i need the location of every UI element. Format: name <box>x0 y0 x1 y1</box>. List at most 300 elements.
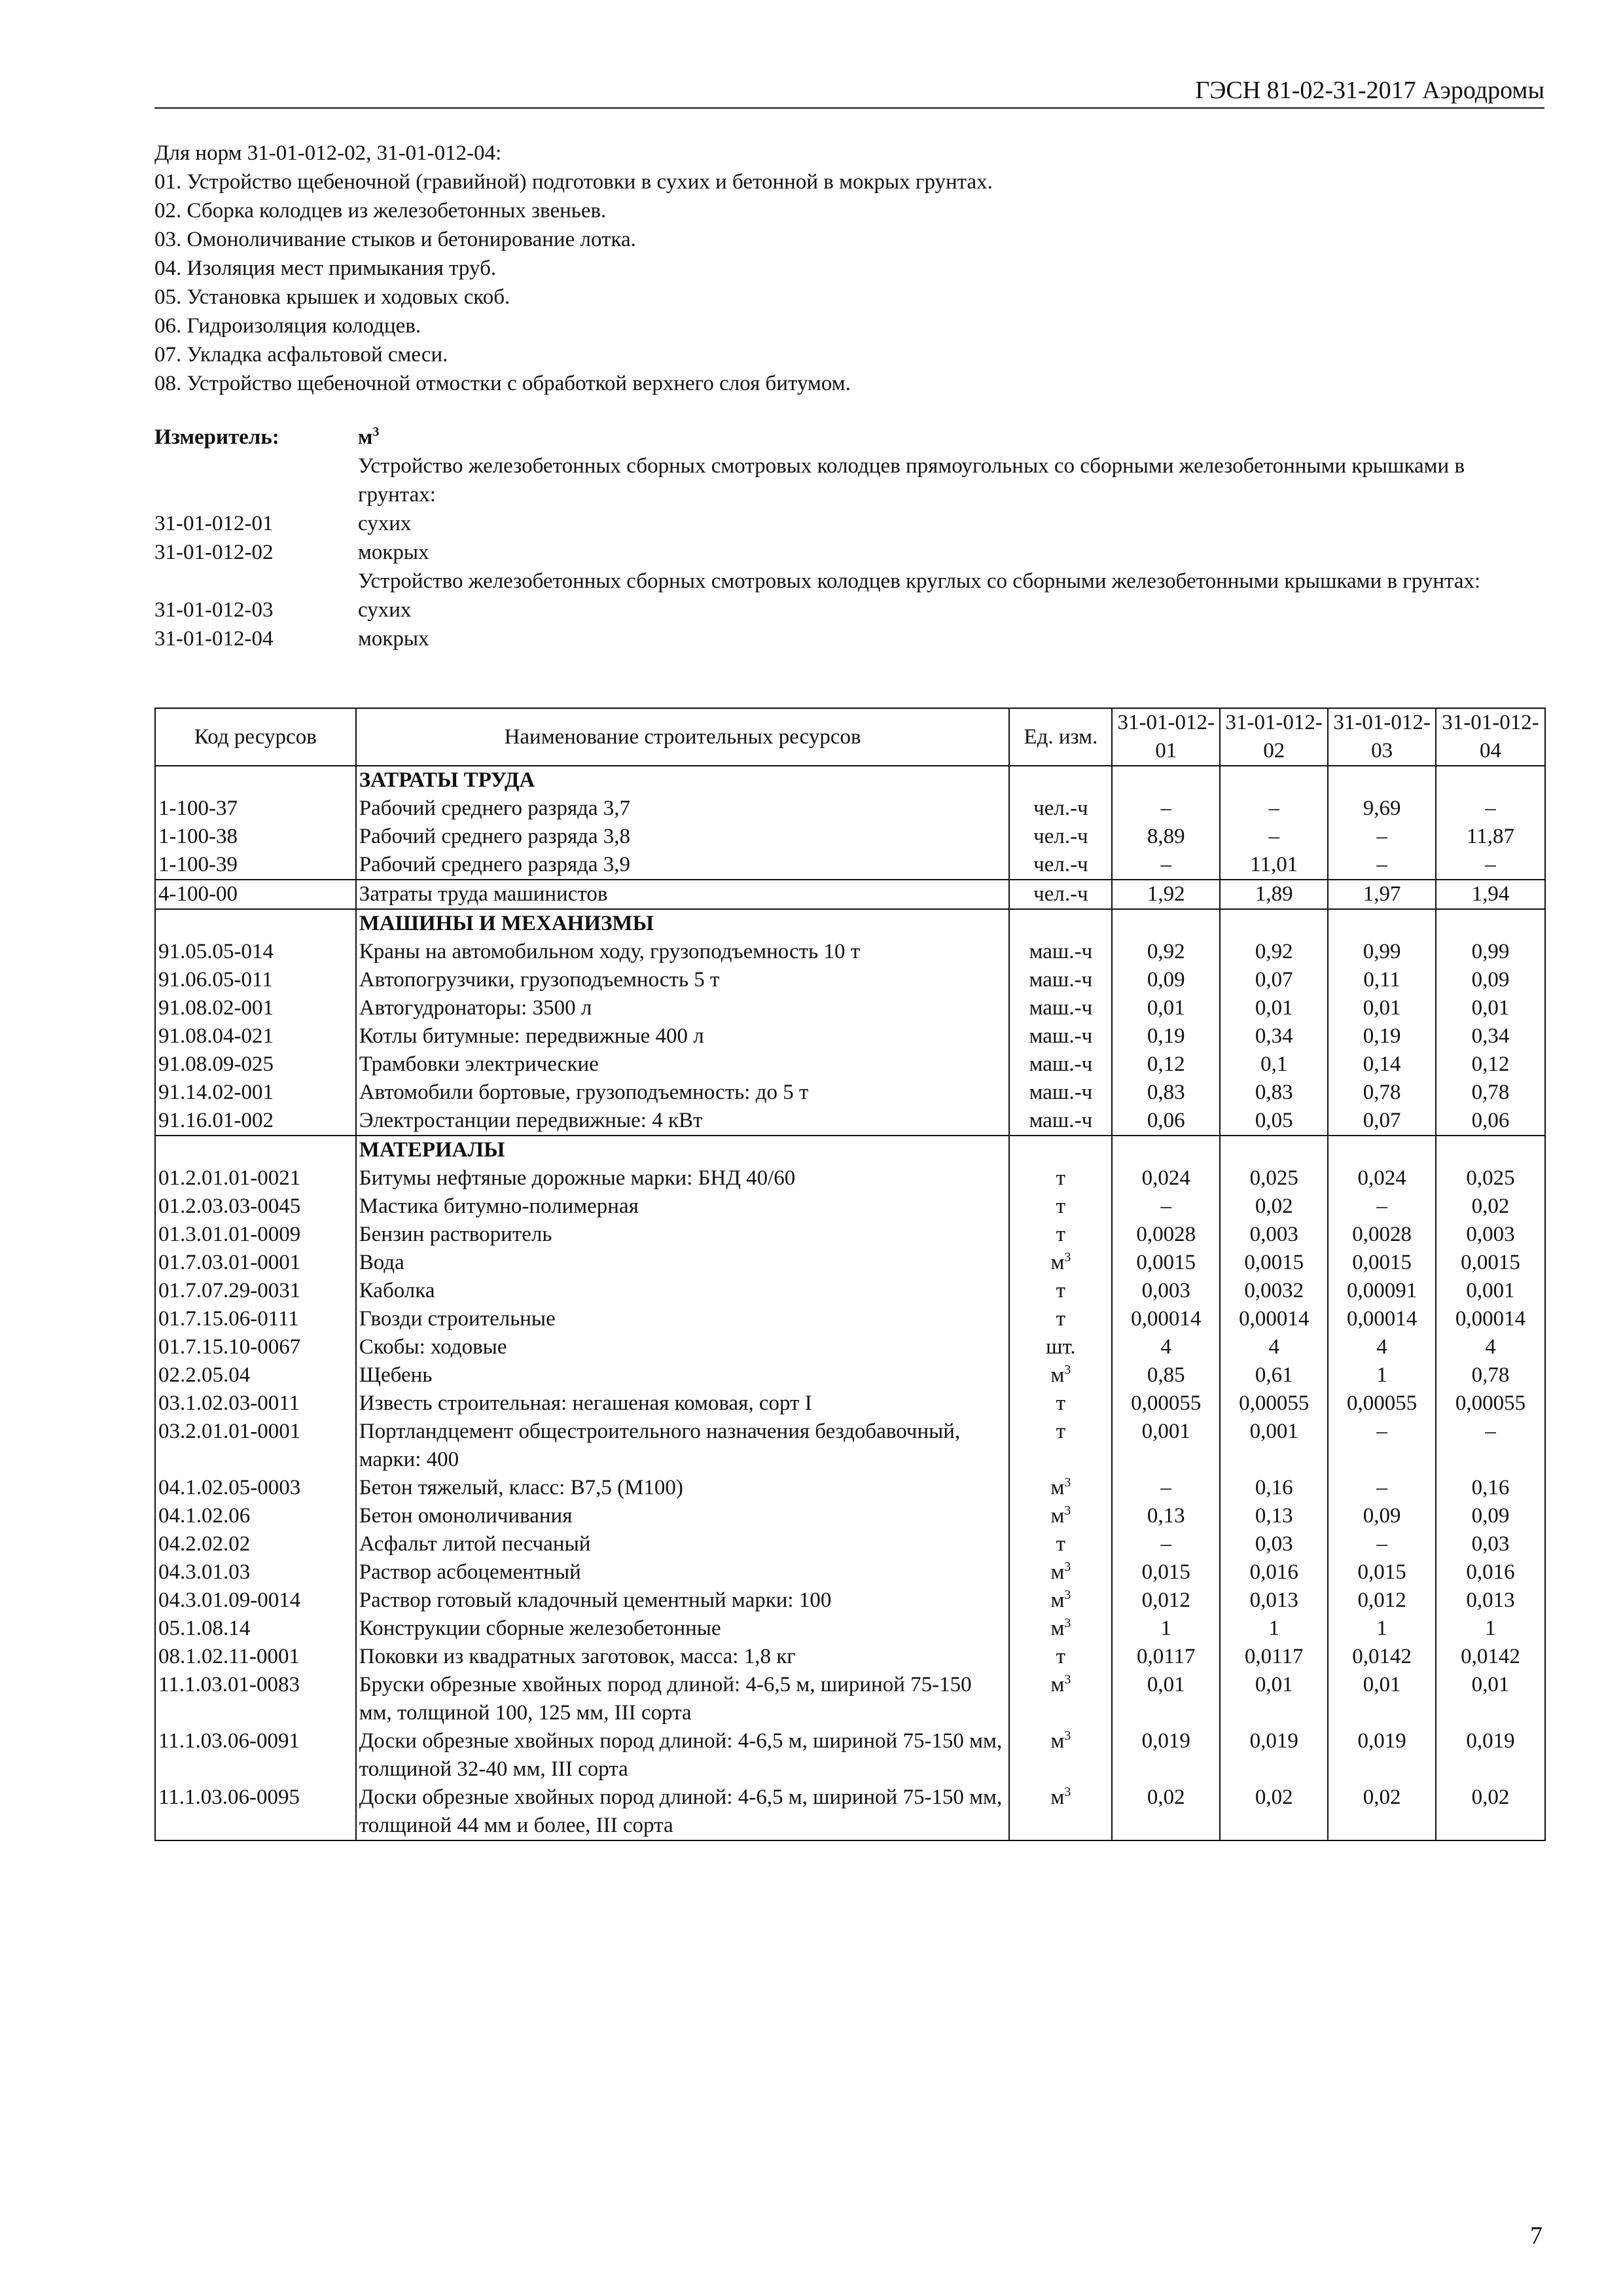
resource-code: 1-100-37 <box>155 795 356 823</box>
resource-unit <box>1009 1022 1112 1050</box>
norm-value: 0,001 <box>1112 1418 1220 1474</box>
norm-value: – <box>1328 1418 1436 1474</box>
work-item: 06. Гидроизоляция колодцев. <box>154 314 421 338</box>
norm-value: 0,99 <box>1328 938 1436 966</box>
norm-value: 0,11 <box>1328 966 1436 994</box>
norm-value: 0,02 <box>1220 1784 1328 1840</box>
norm-condition: мокрых <box>358 627 429 651</box>
resource-unit <box>1009 1079 1112 1107</box>
unit-text: маш.-ч <box>1029 1024 1093 1048</box>
norm-value: 0,83 <box>1112 1079 1220 1107</box>
norm-value: 0,00055 <box>1328 1390 1436 1418</box>
unit-exponent: 3 <box>1064 1616 1071 1630</box>
table-row <box>155 994 1545 1022</box>
resource-name: Поковки из квадратных заготовок, масса: 1,8 кг <box>356 1643 1010 1671</box>
norm-value: 0,78 <box>1436 1361 1545 1390</box>
norm-value: 0,02 <box>1112 1784 1220 1840</box>
norm-value: 0,06 <box>1112 1107 1220 1136</box>
table-row <box>155 1333 1545 1361</box>
resource-name: Рабочий среднего разряда 3,8 <box>356 823 1010 851</box>
norm-value: 0,019 <box>1436 1727 1545 1784</box>
norm-value: 0,0028 <box>1328 1221 1436 1249</box>
unit-text: м <box>1050 1476 1065 1499</box>
norm-value: 0,013 <box>1220 1587 1328 1615</box>
norm-value: 0,01 <box>1328 994 1436 1022</box>
work-item: 04. Изоляция мест примыкания труб. <box>154 257 497 280</box>
resource-code: 05.1.08.14 <box>155 1615 356 1643</box>
norm-value: 0,0117 <box>1112 1643 1220 1671</box>
norm-value: 0,00014 <box>1328 1305 1436 1333</box>
resource-code <box>155 766 356 795</box>
norm-value: 0,02 <box>1220 1193 1328 1221</box>
norm-value: 0,001 <box>1220 1418 1328 1474</box>
table-row <box>155 1418 1545 1474</box>
unit-text: чел.-ч <box>1033 797 1088 820</box>
unit-text: м <box>1050 1673 1065 1696</box>
work-item: 08. Устройство щебеночной отмостки с обработкой верхнего слоя битумом. <box>154 372 851 395</box>
norm-value: 0,025 <box>1220 1164 1328 1193</box>
norm-value: 0,06 <box>1436 1107 1545 1136</box>
resource-code: 01.7.15.10-0067 <box>155 1333 356 1361</box>
header-norm-col: 31-01-012-03 <box>1328 708 1436 766</box>
norm-value: 1 <box>1220 1615 1328 1643</box>
unit-text: т <box>1056 1645 1066 1668</box>
header-name: Наименование строительных ресурсов <box>356 708 1010 766</box>
norm-value: 0,61 <box>1220 1361 1328 1390</box>
table-row <box>155 1050 1545 1079</box>
resource-name: Краны на автомобильном ходу, грузоподъемность 10 т <box>356 938 1010 966</box>
norm-value: 0,012 <box>1328 1587 1436 1615</box>
resource-name: Скобы: ходовые <box>356 1333 1010 1361</box>
resource-name: Раствор готовый кладочный цементный марки: 100 <box>356 1587 1010 1615</box>
table-row <box>155 1079 1545 1107</box>
resource-code: 91.14.02-001 <box>155 1079 356 1107</box>
norm-value: 0,00055 <box>1436 1390 1545 1418</box>
norm-value: 0,05 <box>1220 1107 1328 1136</box>
norm-value: – <box>1112 795 1220 823</box>
norm-value: 0,00014 <box>1220 1305 1328 1333</box>
norm-value <box>1328 766 1436 795</box>
norm-value: 0,92 <box>1220 938 1328 966</box>
table-row <box>155 880 1545 909</box>
norm-value: 4 <box>1220 1333 1328 1361</box>
resource-unit <box>1009 1333 1112 1361</box>
norm-value <box>1436 909 1545 938</box>
resource-unit <box>1009 1727 1112 1784</box>
resource-unit <box>1009 766 1112 795</box>
norm-value: 0,01 <box>1328 1671 1436 1727</box>
norm-value: – <box>1436 1418 1545 1474</box>
norm-code: 31-01-012-02 <box>154 541 274 564</box>
work-item: 01. Устройство щебеночной (гравийной) подготовки в сухих и бетонной в мокрых грунтах. <box>154 170 993 194</box>
table-row <box>155 1615 1545 1643</box>
unit-text: маш.-ч <box>1029 968 1093 992</box>
unit-text: м <box>1050 1617 1065 1640</box>
norm-value: – <box>1328 823 1436 851</box>
resource-name: Трамбовки электрические <box>356 1050 1010 1079</box>
resource-code: 03.1.02.03-0011 <box>155 1390 356 1418</box>
resource-name: Доски обрезные хвойных пород длиной: 4-6,5 м, шириной 75-150 мм, толщиной 44 мм и более, III сорта <box>356 1784 1010 1840</box>
norm-value: – <box>1112 1193 1220 1221</box>
norm-value: 0,03 <box>1436 1530 1545 1558</box>
norm-value: 0,02 <box>1328 1784 1436 1840</box>
norm-value: 0,00055 <box>1220 1390 1328 1418</box>
norm-value: 0,13 <box>1112 1502 1220 1530</box>
norm-condition: мокрых <box>358 541 429 564</box>
norm-value: 0,003 <box>1436 1221 1545 1249</box>
table-row <box>155 1022 1545 1050</box>
meter-label: Измеритель: <box>154 425 279 449</box>
resource-unit <box>1009 1530 1112 1558</box>
table-row <box>155 1530 1545 1558</box>
unit-text: чел.-ч <box>1033 882 1088 906</box>
resource-unit <box>1009 1193 1112 1221</box>
unit-text: м <box>1050 1785 1065 1809</box>
norm-value: 0,09 <box>1436 1502 1545 1530</box>
norm-value: 0,015 <box>1112 1558 1220 1587</box>
page-number: 7 <box>1530 2222 1543 2250</box>
resource-unit <box>1009 1474 1112 1502</box>
norm-value <box>1220 1136 1328 1164</box>
resource-code: 04.1.02.06 <box>155 1502 356 1530</box>
resource-unit <box>1009 1221 1112 1249</box>
header-code: Код ресурсов <box>155 708 356 766</box>
norm-value: 0,01 <box>1112 1671 1220 1727</box>
table-row <box>155 1558 1545 1587</box>
resource-unit <box>1009 1558 1112 1587</box>
resource-code: 1-100-38 <box>155 823 356 851</box>
section-row <box>155 909 1545 938</box>
resource-code: 01.2.03.03-0045 <box>155 1193 356 1221</box>
norm-value: 0,013 <box>1436 1587 1545 1615</box>
norm-value: 0,00055 <box>1112 1390 1220 1418</box>
norm-value: 0,78 <box>1436 1079 1545 1107</box>
unit-exponent: 3 <box>1064 1250 1071 1265</box>
resource-code: 91.08.02-001 <box>155 994 356 1022</box>
work-item: 05. Установка крышек и ходовых скоб. <box>154 285 510 309</box>
table-row <box>155 1305 1545 1333</box>
resource-unit <box>1009 1502 1112 1530</box>
norm-value: – <box>1220 823 1328 851</box>
resource-name: Бетон омоноличивания <box>356 1502 1010 1530</box>
norm-value: 0,0142 <box>1328 1643 1436 1671</box>
resource-unit <box>1009 1107 1112 1136</box>
resource-code: 04.2.02.02 <box>155 1530 356 1558</box>
resource-code: 91.16.01-002 <box>155 1107 356 1136</box>
table-row <box>155 1193 1545 1221</box>
unit-text: т <box>1056 1532 1066 1556</box>
unit-text: маш.-ч <box>1029 1109 1093 1132</box>
resource-code: 91.06.05-011 <box>155 966 356 994</box>
norm-description: Устройство железобетонных сборных смотровых колодцев круглых со сборными железобетонными крышками в грунтах: <box>358 569 1481 593</box>
norm-value: 0,019 <box>1328 1727 1436 1784</box>
norm-value: 0,02 <box>1436 1193 1545 1221</box>
resource-name: Доски обрезные хвойных пород длиной: 4-6,5 м, шириной 75-150 мм, толщиной 32-40 мм, III сорта <box>356 1727 1010 1784</box>
norm-value: 0,00014 <box>1436 1305 1545 1333</box>
resource-code: 91.08.09-025 <box>155 1050 356 1079</box>
norm-value: 0,016 <box>1220 1558 1328 1587</box>
norm-value: 0,34 <box>1436 1022 1545 1050</box>
norm-value: 0,0117 <box>1220 1643 1328 1671</box>
unit-text: т <box>1056 1420 1066 1443</box>
norm-description-row <box>154 452 1544 509</box>
resource-unit <box>1009 1784 1112 1840</box>
norm-value <box>1112 909 1220 938</box>
resource-unit <box>1009 1136 1112 1164</box>
resource-unit <box>1009 1050 1112 1079</box>
resource-name: Гвозди строительные <box>356 1305 1010 1333</box>
resource-name: Каболка <box>356 1277 1010 1305</box>
norm-value <box>1112 1136 1220 1164</box>
resource-name: Автомобили бортовые, грузоподъемность: до 5 т <box>356 1079 1010 1107</box>
norm-value: 0,0015 <box>1220 1249 1328 1277</box>
norm-condition: сухих <box>358 512 412 535</box>
table-row <box>155 1361 1545 1390</box>
unit-text: т <box>1056 1279 1066 1302</box>
norm-value: 1,94 <box>1436 880 1545 909</box>
norm-description-row <box>154 567 1544 596</box>
resource-code: 01.7.07.29-0031 <box>155 1277 356 1305</box>
resource-unit <box>1009 966 1112 994</box>
norm-value <box>1220 766 1328 795</box>
table-row <box>155 938 1545 966</box>
unit-text: маш.-ч <box>1029 940 1093 963</box>
resource-name: Автопогрузчики, грузоподъемность 5 т <box>356 966 1010 994</box>
work-item: 03. Омоноличивание стыков и бетонирование лотка. <box>154 228 636 251</box>
unit-text: чел.-ч <box>1033 825 1088 848</box>
norm-value: – <box>1112 1474 1220 1502</box>
resource-name: Вода <box>356 1249 1010 1277</box>
norm-value: – <box>1112 1530 1220 1558</box>
header-norm-col: 31-01-012-01 <box>1112 708 1220 766</box>
norm-value: 0,019 <box>1220 1727 1328 1784</box>
resource-code <box>155 909 356 938</box>
norm-value: 4 <box>1112 1333 1220 1361</box>
resource-name: Котлы битумные: передвижные 400 л <box>356 1022 1010 1050</box>
norm-value: 0,14 <box>1328 1050 1436 1079</box>
unit-text: шт. <box>1046 1335 1076 1359</box>
norm-value: 4 <box>1436 1333 1545 1361</box>
unit-text: т <box>1056 1194 1066 1218</box>
norm-value: 1 <box>1328 1615 1436 1643</box>
resource-unit <box>1009 1390 1112 1418</box>
table-row <box>155 1390 1545 1418</box>
unit-exponent: 3 <box>1064 1503 1071 1518</box>
norm-row <box>154 624 1544 653</box>
norm-row <box>154 509 1544 538</box>
norm-value: 1,89 <box>1220 880 1328 909</box>
norm-value: 0,01 <box>1220 994 1328 1022</box>
norm-value: 0,016 <box>1436 1558 1545 1587</box>
norm-value <box>1436 766 1545 795</box>
norm-value: 0,99 <box>1436 938 1545 966</box>
unit-exponent: 3 <box>1064 1672 1071 1687</box>
resource-code: 08.1.02.11-0001 <box>155 1643 356 1671</box>
unit-text: т <box>1056 1391 1066 1415</box>
meter-unit: $м^3$ <box>358 425 380 449</box>
resource-code: 11.1.03.01-0083 <box>155 1671 356 1727</box>
meter-block <box>154 423 1544 653</box>
norm-description: Устройство железобетонных сборных смотровых колодцев прямоугольных со сборными железобетонными крышками в грунтах: <box>358 454 1465 507</box>
unit-text: м <box>1050 1363 1065 1387</box>
resource-unit <box>1009 1615 1112 1643</box>
resource-unit <box>1009 909 1112 938</box>
resource-name: Затраты труда машинистов <box>356 880 1010 909</box>
table-row <box>155 1727 1545 1784</box>
norm-value: 0,024 <box>1112 1164 1220 1193</box>
resource-name: Рабочий среднего разряда 3,7 <box>356 795 1010 823</box>
resource-name: Бензин растворитель <box>356 1221 1010 1249</box>
norm-value: 0,019 <box>1112 1727 1220 1784</box>
resource-unit <box>1009 880 1112 909</box>
norm-value: 0,85 <box>1112 1361 1220 1390</box>
norm-value: 0,12 <box>1112 1050 1220 1079</box>
norm-row <box>154 596 1544 624</box>
table-row <box>155 1502 1545 1530</box>
resource-unit <box>1009 1587 1112 1615</box>
resource-code: 01.2.01.01-0021 <box>155 1164 356 1193</box>
work-item: 02. Сборка колодцев из железобетонных звеньев. <box>154 199 607 223</box>
table-row <box>155 966 1545 994</box>
resources-table <box>154 708 1546 1841</box>
norm-value: 0,01 <box>1436 994 1545 1022</box>
resource-code: 02.2.05.04 <box>155 1361 356 1390</box>
resource-code <box>155 1136 356 1164</box>
resource-code: 03.2.01.01-0001 <box>155 1418 356 1474</box>
table-row <box>155 1671 1545 1727</box>
resource-code: 04.1.02.05-0003 <box>155 1474 356 1502</box>
norm-value: 0,0028 <box>1112 1221 1220 1249</box>
section-row <box>155 1136 1545 1164</box>
header-norm-col: 31-01-012-02 <box>1220 708 1328 766</box>
norm-value: – <box>1436 795 1545 823</box>
running-header <box>154 73 1544 109</box>
norm-value: 1 <box>1112 1615 1220 1643</box>
section-row <box>155 766 1545 795</box>
norm-value <box>1220 909 1328 938</box>
resource-name: Раствор асбоцементный <box>356 1558 1010 1587</box>
norm-code: 31-01-012-04 <box>154 627 274 651</box>
norm-value: 1 <box>1436 1615 1545 1643</box>
norm-value: 0,01 <box>1112 994 1220 1022</box>
work-item: 07. Укладка асфальтовой смеси. <box>154 343 448 367</box>
resource-code: 01.3.01.01-0009 <box>155 1221 356 1249</box>
resource-code: 04.3.01.09-0014 <box>155 1587 356 1615</box>
resource-name: Щебень <box>356 1361 1010 1390</box>
norm-value: 0,03 <box>1220 1530 1328 1558</box>
resource-name: Рабочий среднего разряда 3,9 <box>356 851 1010 880</box>
resource-unit <box>1009 938 1112 966</box>
resource-unit <box>1009 1249 1112 1277</box>
norm-value <box>1112 766 1220 795</box>
unit-text: маш.-ч <box>1029 1052 1093 1076</box>
resource-name: Бетон тяжелый, класс: В7,5 (М100) <box>356 1474 1010 1502</box>
resource-code: 91.08.04-021 <box>155 1022 356 1050</box>
norm-value: 0,0015 <box>1112 1249 1220 1277</box>
table-row <box>155 1277 1545 1305</box>
unit-text: т <box>1056 1223 1066 1246</box>
norm-value: 1 <box>1328 1361 1436 1390</box>
table-header-row <box>155 708 1545 766</box>
norm-value: 0,012 <box>1112 1587 1220 1615</box>
resource-unit <box>1009 1361 1112 1390</box>
resource-unit <box>1009 1671 1112 1727</box>
norm-value <box>1328 909 1436 938</box>
unit-text: м <box>1050 1729 1065 1753</box>
norm-value: – <box>1328 851 1436 880</box>
unit-exponent: 3 <box>1064 1588 1071 1602</box>
unit-text: м <box>1050 1251 1065 1274</box>
norm-value: 9,69 <box>1328 795 1436 823</box>
norm-value: 0,024 <box>1328 1164 1436 1193</box>
norm-value: 0,01 <box>1220 1671 1328 1727</box>
unit-text: маш.-ч <box>1029 1081 1093 1104</box>
norm-value: 0,07 <box>1328 1107 1436 1136</box>
unit-exponent: 3 <box>1064 1363 1071 1377</box>
norm-value: 4 <box>1328 1333 1436 1361</box>
unit-exponent: 3 <box>1064 1475 1071 1490</box>
resource-name: Мастика битумно-полимерная <box>356 1193 1010 1221</box>
norm-value: 0,19 <box>1112 1022 1220 1050</box>
resource-code: 01.7.03.01-0001 <box>155 1249 356 1277</box>
norm-value: 0,0015 <box>1436 1249 1545 1277</box>
table-row <box>155 1164 1545 1193</box>
resource-unit <box>1009 994 1112 1022</box>
unit-text: м <box>1050 1560 1065 1584</box>
resource-code: 01.7.15.06-0111 <box>155 1305 356 1333</box>
norm-value: – <box>1328 1193 1436 1221</box>
norm-value: 0,34 <box>1220 1022 1328 1050</box>
meter-row <box>154 423 1544 452</box>
norm-code: 31-01-012-03 <box>154 598 274 622</box>
norm-value: 11,01 <box>1220 851 1328 880</box>
unit-text: чел.-ч <box>1033 853 1088 876</box>
norm-value: – <box>1328 1530 1436 1558</box>
norm-value: 0,83 <box>1220 1079 1328 1107</box>
resource-unit <box>1009 851 1112 880</box>
norm-value: 0,0015 <box>1328 1249 1436 1277</box>
resource-unit <box>1009 1418 1112 1474</box>
norm-value: 0,78 <box>1328 1079 1436 1107</box>
norm-value: 0,001 <box>1436 1277 1545 1305</box>
resource-unit <box>1009 1305 1112 1333</box>
norm-value: 1,92 <box>1112 880 1220 909</box>
norm-row <box>154 538 1544 567</box>
norm-condition: сухих <box>358 598 412 622</box>
resource-unit <box>1009 1643 1112 1671</box>
norm-value: 0,0032 <box>1220 1277 1328 1305</box>
norm-value: 0,015 <box>1328 1558 1436 1587</box>
table-row <box>155 1107 1545 1136</box>
norm-value: – <box>1328 1474 1436 1502</box>
norm-value: 0,07 <box>1220 966 1328 994</box>
unit-exponent: 3 <box>1064 1560 1071 1574</box>
work-composition-heading: Для норм 31-01-012-02, 31-01-012-04: <box>154 141 502 165</box>
table-row <box>155 1221 1545 1249</box>
header-norm-col: 31-01-012-04 <box>1436 708 1545 766</box>
norm-code: 31-01-012-01 <box>154 512 274 535</box>
table-row <box>155 795 1545 823</box>
table-row <box>155 1784 1545 1840</box>
norm-value: 11,87 <box>1436 823 1545 851</box>
header-title: ГЭСН 81-02-31-2017 Аэродромы <box>1195 77 1544 104</box>
resource-unit <box>1009 795 1112 823</box>
norm-value: 0,025 <box>1436 1164 1545 1193</box>
resource-name: Электростанции передвижные: 4 кВт <box>356 1107 1010 1136</box>
norm-value: 1,97 <box>1328 880 1436 909</box>
unit-exponent: 3 <box>1064 1729 1071 1743</box>
resource-name: МАШИНЫ И МЕХАНИЗМЫ <box>356 909 1010 938</box>
